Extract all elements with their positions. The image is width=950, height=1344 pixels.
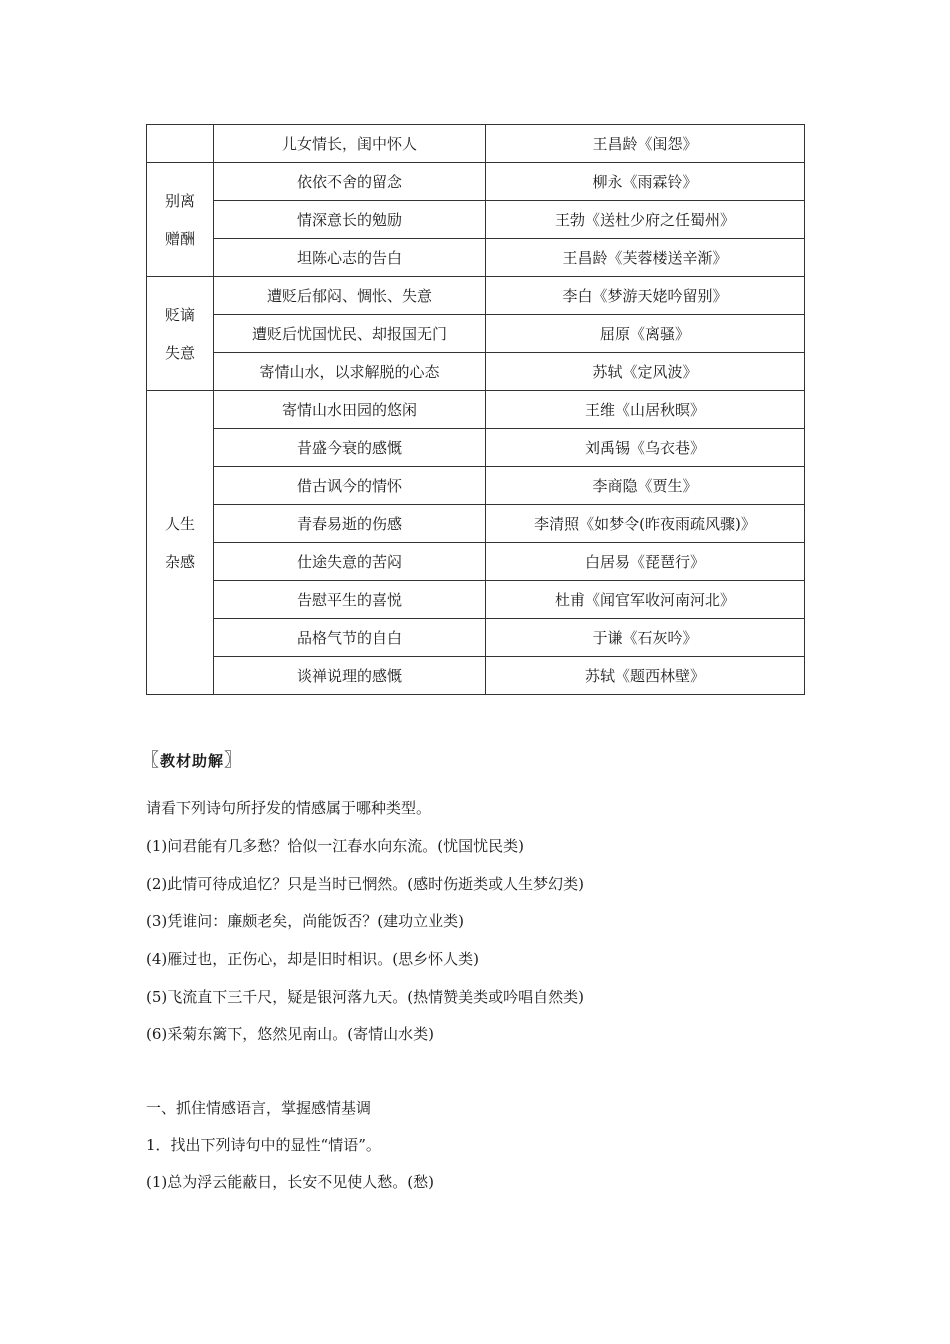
example-cell: 苏轼《题西林壁》 — [486, 657, 805, 695]
bracket-close: 〗 — [224, 750, 244, 771]
emotion-cell: 借古讽今的情怀 — [214, 467, 486, 505]
category-label: 杂感 — [164, 552, 195, 571]
table-row — [147, 239, 805, 277]
example-line-5: (5)飞流直下三千尺，疑是银河落九天。(热情赞美类或吟唱自然类) — [146, 988, 584, 1006]
example-line-6: (6)采菊东篱下，悠然见南山。(寄情山水类) — [146, 1025, 434, 1043]
table-row — [147, 429, 805, 467]
emotion-cell: 坦陈心志的告白 — [214, 239, 486, 277]
table-row — [147, 543, 805, 581]
table-row — [147, 277, 805, 315]
intro-paragraph: 请看下列诗句所抒发的情感属于哪种类型。 — [146, 799, 432, 817]
table-row — [147, 353, 805, 391]
category-cell — [147, 277, 214, 391]
table-row — [147, 467, 805, 505]
table-row — [147, 391, 805, 429]
emotion-cell: 寄情山水田园的悠闲 — [214, 391, 486, 429]
exercise-instruction: 1．找出下列诗句中的显性“情语”。 — [146, 1136, 381, 1154]
category-cell — [147, 163, 214, 277]
emotion-cell: 依依不舍的留念 — [214, 163, 486, 201]
example-cell: 白居易《琵琶行》 — [486, 543, 805, 581]
category-label: 人生 — [164, 514, 195, 533]
category-cell — [147, 391, 214, 695]
bracket-open: 〖 — [141, 750, 160, 771]
example-line-4: (4)雁过也，正伤心，却是旧时相识。(思乡怀人类) — [146, 950, 479, 968]
emotion-cell: 遭贬后郁闷、惆怅、失意 — [214, 277, 486, 315]
emotion-cell: 青春易逝的伤感 — [214, 505, 486, 543]
example-line-1: (1)问君能有几多愁？恰似一江春水向东流。(忧国忧民类) — [146, 837, 524, 855]
section-title: 教材助解 — [160, 752, 225, 770]
section-heading — [141, 746, 243, 772]
example-cell: 柳永《雨霖铃》 — [486, 163, 805, 201]
category-label: 别离 — [164, 191, 195, 210]
table-row — [147, 315, 805, 353]
example-cell: 王昌龄《芙蓉楼送辛渐》 — [486, 239, 805, 277]
category-cell — [147, 125, 214, 163]
example-cell: 屈原《离骚》 — [486, 315, 805, 353]
category-label: 赠酬 — [164, 229, 195, 248]
example-line-2: (2)此情可待成追忆？只是当时已惘然。(感时伤逝类或人生梦幻类) — [146, 875, 584, 893]
subheading: 一、抓住情感语言，掌握感情基调 — [146, 1099, 372, 1117]
example-cell: 李清照《如梦令(昨夜雨疏风骤)》 — [486, 505, 805, 543]
table-row — [147, 657, 805, 695]
exercise-line-1: (1)总为浮云能蔽日，长安不见使人愁。(愁) — [146, 1173, 434, 1191]
example-cell: 王维《山居秋暝》 — [486, 391, 805, 429]
example-cell: 王勃《送杜少府之任蜀州》 — [486, 201, 805, 239]
emotion-cell: 品格气节的自白 — [214, 619, 486, 657]
example-cell: 王昌龄《闺怨》 — [486, 125, 805, 163]
example-cell: 李商隐《贾生》 — [486, 467, 805, 505]
category-label: 贬谪 — [164, 305, 195, 324]
table-row — [147, 505, 805, 543]
emotion-cell: 仕途失意的苦闷 — [214, 543, 486, 581]
emotion-cell: 遭贬后忧国忧民、却报国无门 — [214, 315, 486, 353]
category-label: 失意 — [164, 343, 195, 362]
emotion-cell: 告慰平生的喜悦 — [214, 581, 486, 619]
table-row — [147, 581, 805, 619]
emotion-cell: 谈禅说理的感慨 — [214, 657, 486, 695]
example-cell: 刘禹锡《乌衣巷》 — [486, 429, 805, 467]
example-cell: 于谦《石灰吟》 — [486, 619, 805, 657]
table-row — [147, 163, 805, 201]
example-line-3: (3)凭谁问：廉颇老矣，尚能饭否？(建功立业类) — [146, 912, 464, 930]
table-row — [147, 201, 805, 239]
poem-emotion-table — [146, 124, 805, 695]
example-cell: 苏轼《定风波》 — [486, 353, 805, 391]
example-cell: 杜甫《闻官军收河南河北》 — [486, 581, 805, 619]
table-row — [147, 619, 805, 657]
emotion-cell: 情深意长的勉励 — [214, 201, 486, 239]
example-cell: 李白《梦游天姥吟留别》 — [486, 277, 805, 315]
table-row — [147, 125, 805, 163]
emotion-cell: 寄情山水，以求解脱的心态 — [214, 353, 486, 391]
emotion-cell: 昔盛今衰的感慨 — [214, 429, 486, 467]
emotion-cell: 儿女情长，闺中怀人 — [214, 125, 486, 163]
